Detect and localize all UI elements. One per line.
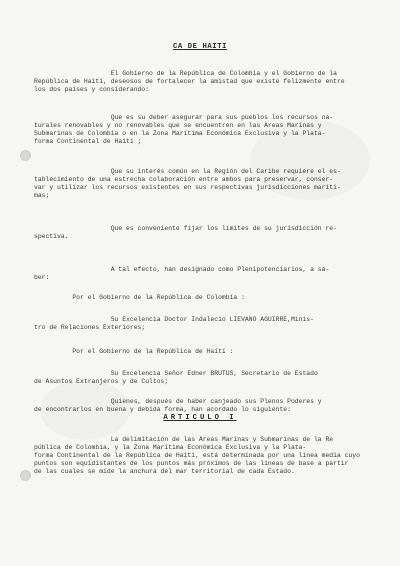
paragraph-recital-limits: Que es conveniente fijar los límites de su jurisdicción re- spectiva. (34, 225, 337, 240)
paragraph-haiti-delegate: Su Excelencia Señor Edner BRUTUS, Secretario de Estado de Asuntos Extranjeros y de Cultos; (34, 370, 318, 385)
punch-hole (20, 150, 31, 161)
paragraph-plenipotentiaries: A tal efecto, han designado como Plenipotenciarios, a sa- ber: (34, 266, 330, 281)
heading-haiti-government: Por el Gobierno de la República de Haití : (34, 348, 234, 355)
paragraph-colombia-delegate: Su Excelencia Doctor Indalecio LIEVANO AGUIRRE,Minis- tro de Relaciones Exteriores; (34, 316, 314, 331)
heading-colombia-government: Por el Gobierno de la República de Colombia : (34, 294, 245, 301)
document-title: CA DE HAITI (172, 43, 228, 51)
article-heading: ARTICULO I (163, 414, 237, 422)
paragraph-recital-caribbean: Que su interés común en la Región del Caribe requiere el es- tablecimiento de una estrecha colaboración entre ambos para preservar, conser- var y utilizar los recursos existentes en sus respectivas jurisdicciones maríti- mas; (34, 168, 341, 199)
paragraph-intro: El Gobierno de la República de Colombia y el Gobierno de la República de Haití, deseosos de fortalecer la amistad que existe felizmente entre los dos países y considerando: (34, 70, 345, 93)
paragraph-agreement: Quienes, después de haber canjeado sus Plenos Poderes y de encontrarlos en buena y debida forma, han acordado lo siguiente: (34, 398, 322, 413)
paragraph-article-1: La delimitación de las Areas Marinas y Submarinas de la Re pública de Colombia, y la Zona Marítima Económica Exclusiva y la Plata- forma Continental de la República de Haití, está determinada por una línea media cuyo puntos son equidistantes de los puntos más próximos de las líneas de base a partir de las cuales se mide la anchura del mar territorial de cada Estado. (34, 436, 360, 475)
punch-hole (20, 470, 31, 481)
paragraph-recital-resources: Que es su deber asegurar para sus pueblos los recursos na- turales renovables y no renovables que se encuentren en las Areas Marinas y Submarinas de Colombia o en la Zona Marítima Económica Exclusiva y la Plata- forma Continental de Haití ; (34, 114, 334, 145)
